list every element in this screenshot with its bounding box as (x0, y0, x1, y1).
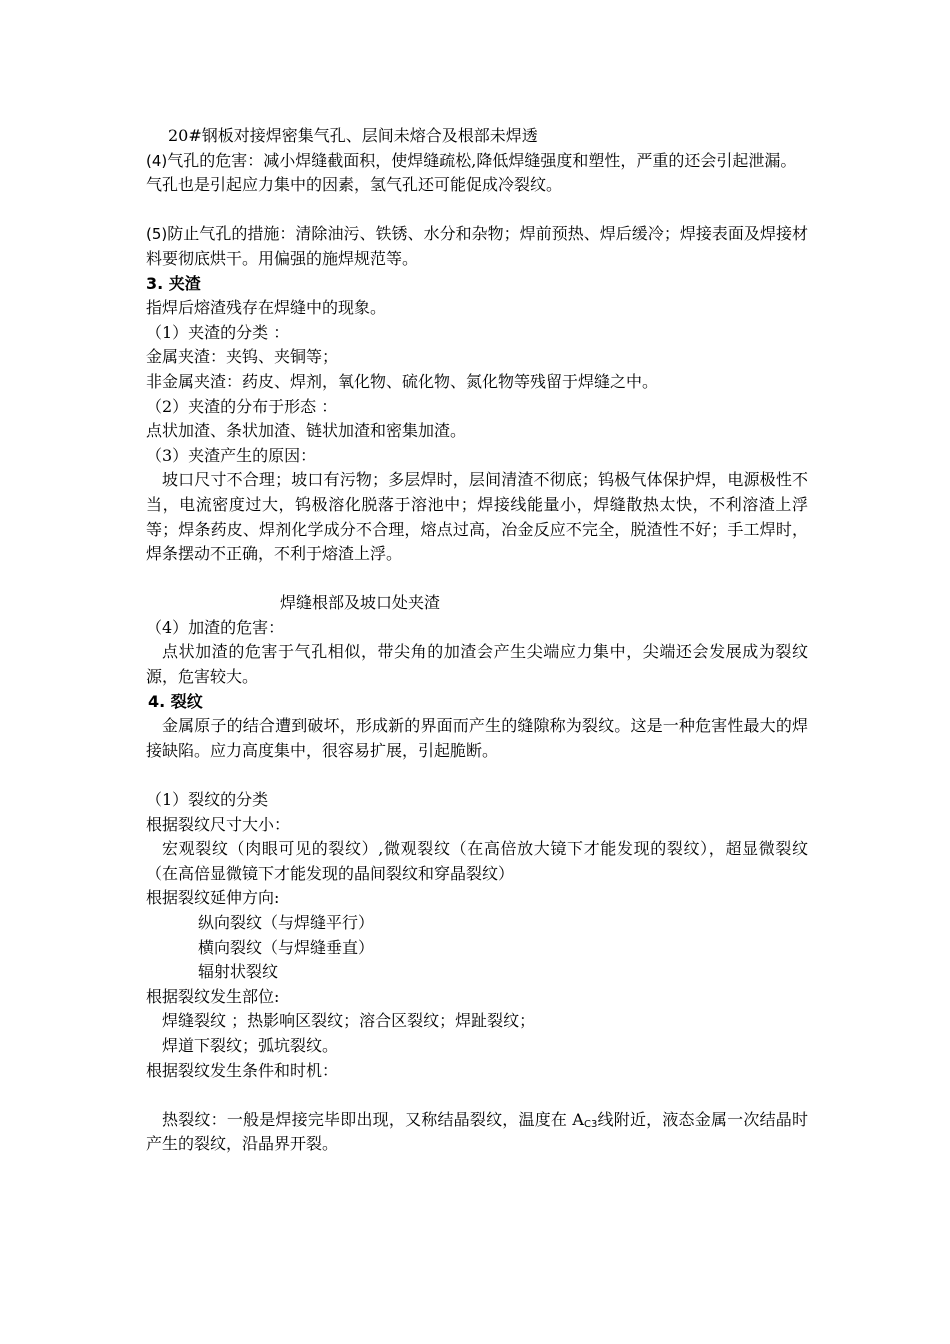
paragraph: 金属原子的结合遭到破坏，形成新的界面而产生的缝隙称为裂纹。这是一种危害性最大的焊接缺陷。应力高度集中，很容易扩展，引起脆断。 (146, 716, 808, 760)
paragraph: 根据裂纹尺寸大小： (146, 814, 291, 834)
section-heading: 3. 夹渣 (146, 273, 201, 293)
paragraph: 根据裂纹延伸方向: (146, 888, 280, 908)
subheading: （2）夹渣的分布于形态 ： (146, 396, 338, 416)
paragraph: 根据裂纹发生条件和时机： (146, 1060, 339, 1080)
paragraph: 宏观裂纹（肉眼可见的裂纹）,微观裂纹（在高倍放大镜下才能发现的裂纹），超显微裂纹（在高倍显微镜下才能发现的晶间裂纹和穿晶裂纹） (146, 839, 808, 883)
paragraph-text: 热裂纹：一般是焊接完毕即出现，又称结晶裂纹，温度在 A (162, 1109, 584, 1129)
list-item: 辐射状裂纹 (198, 962, 279, 982)
list-number: (5) (146, 225, 168, 244)
paragraph: 坡口尺寸不合理；坡口有污物；多层焊时，层间清渣不彻底；钨极气体保护焊，电源极性不当，电流密度过大，钨极溶化脱落于溶池中；焊接线能量小，焊缝散热太快，不利溶渣上浮等；焊条药皮、焊剂化学成分不合理，熔点过高，冶金反应不完全，脱渣性不好；手工焊时，焊条摆动不正确，不利于熔渣上浮。 (146, 470, 808, 564)
list-item: 焊道下裂纹；弧坑裂纹。 (162, 1035, 339, 1055)
blank-line (146, 1083, 808, 1108)
paragraph: 点状加渣、条状加渣、链状加渣和密集加渣。 (146, 421, 467, 441)
paragraph: 指焊后熔渣残存在焊缝中的现象。 (146, 298, 387, 318)
subheading: （1）裂纹的分类 (146, 790, 269, 810)
subheading: （4）加渣的危害： (146, 617, 285, 637)
paragraph-text: 线附近，液态金属一次结晶时产生的裂纹，沿晶界开裂。 (146, 1109, 808, 1154)
blank-line (146, 198, 808, 223)
blank-line (146, 763, 808, 788)
figure-caption: 20#钢板对接焊密集气孔、层间未熔合及根部未焊透 (168, 126, 538, 145)
section-heading: 4. 裂纹 (148, 691, 203, 711)
blank-line (146, 567, 808, 592)
list-item: 纵向裂纹（与焊缝平行） (198, 913, 375, 932)
paragraph (146, 149, 808, 174)
paragraph-text: 气孔的危害：减小焊缝截面积，使焊缝疏松,降低焊缝强度和塑性，严重的还会引起泄漏。 (167, 150, 797, 170)
paragraph-text: 防止气孔的措施：清除油污、铁锈、水分和杂物；焊前预热、焊后缓冷；焊接表面及焊接材料要彻底烘干。用偏强的施焊规范等。 (146, 224, 808, 268)
figure-caption: 焊缝根部及坡口处夹渣 (280, 593, 441, 613)
list-item: 横向裂纹（与焊缝垂直） (198, 937, 375, 957)
paragraph (146, 222, 808, 271)
paragraph: 点状加渣的危害于气孔相似，带尖角的加渣会产生尖端应力集中，尖端还会发展成为裂纹源，危害较大。 (146, 642, 808, 687)
subheading: （1）夹渣的分类 ： (146, 322, 290, 342)
subscript: C3 (583, 1118, 598, 1130)
paragraph: 非金属夹渣：药皮、焊剂，氧化物、硫化物、氮化物等残留于焊缝之中。 (146, 371, 659, 391)
paragraph: 金属夹渣：夹钨、夹铜等； (146, 347, 339, 367)
document-body (146, 124, 808, 1157)
subheading: （3）夹渣产生的原因： (146, 445, 317, 465)
paragraph: 气孔也是引起应力集中的因素，氢气孔还可能促成冷裂纹。 (146, 175, 563, 195)
list-item: 焊缝裂纹 ；热影响区裂纹；溶合区裂纹；焊趾裂纹； (162, 1011, 536, 1031)
list-number: (4) (146, 151, 168, 170)
paragraph: 根据裂纹发生部位: (146, 986, 280, 1006)
paragraph (146, 1108, 808, 1157)
